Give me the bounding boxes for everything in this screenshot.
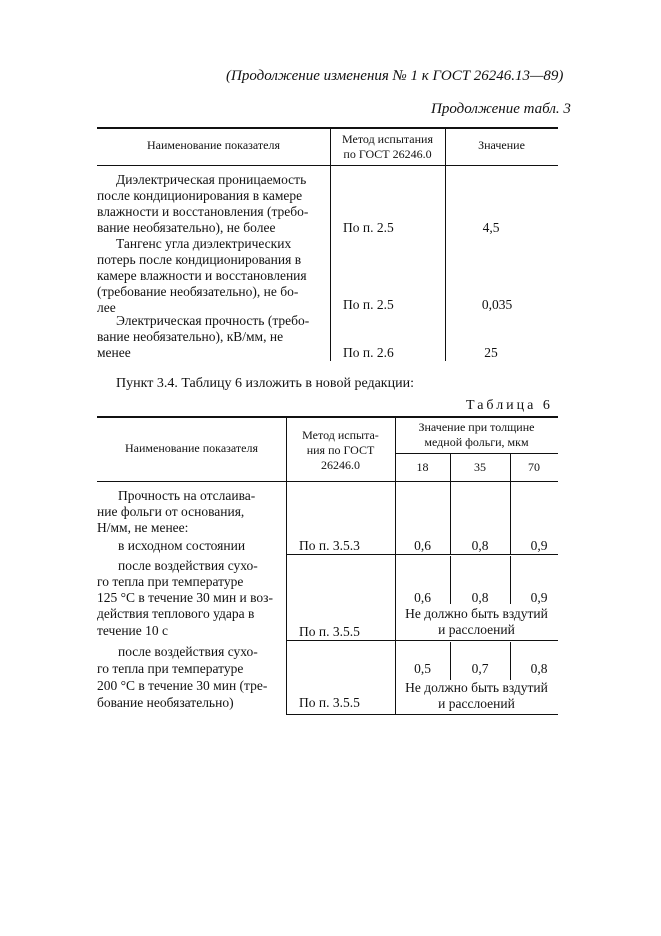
- t6-header-method-3: 26246.0: [321, 458, 360, 472]
- t3-header-value: Значение: [478, 138, 525, 152]
- t3-row3-value: 25: [484, 345, 498, 360]
- t6-header-method-2: ния по ГОСТ: [306, 443, 375, 457]
- t6-row2-name-line: течение 10 с: [97, 623, 169, 638]
- t6-row2-name-line: действия теплового удара в: [97, 606, 255, 621]
- t3-row3-method: По п. 2.6: [343, 345, 394, 360]
- t6-row3-name-line: 200 °С в течение 30 мин (тре-: [97, 678, 268, 693]
- t6-row2-method: По п. 3.5.5: [299, 624, 360, 639]
- table-6-label: Таблица 6: [466, 398, 553, 413]
- t6-row2-value-70: 0,9: [530, 590, 548, 605]
- t3-row2-method: По п. 2.5: [343, 297, 394, 312]
- t6-row3-name-line: го тепла при температуре: [97, 661, 244, 676]
- t6-row1-value-70: 0,9: [530, 538, 548, 553]
- t6-header-values-1: Значение при толщине: [418, 420, 535, 434]
- t6-row2-name-line: после воздействия сухо-: [118, 558, 258, 573]
- t6-row3-value-18: 0,5: [414, 661, 431, 676]
- t3-row1-name-line: Диэлектрическая проницаемость: [116, 172, 307, 187]
- t3-header-method-1: Метод испытания: [342, 132, 433, 146]
- t6-intro-line: ние фольги от основания,: [97, 504, 245, 519]
- t3-row3-name-line: Электрическая прочность (требо-: [116, 313, 310, 328]
- t6-row3-note-line: Не должно быть вздутий: [405, 680, 548, 695]
- t6-row2-value-18: 0,6: [414, 590, 431, 605]
- t6-row1-value-18: 0,6: [414, 538, 431, 553]
- t6-row3-name-line: после воздействия сухо-: [118, 644, 258, 659]
- t6-intro-line: Прочность на отслаива-: [118, 488, 256, 503]
- t6-header-thickness-35: 35: [474, 460, 486, 474]
- paragraph-3-4: Пункт 3.4. Таблицу 6 изложить в новой редакции:: [116, 376, 414, 391]
- t6-row3-value-70: 0,8: [530, 661, 548, 676]
- t6-row1-value-35: 0,8: [471, 538, 489, 553]
- t6-header-values-2: медной фольги, мкм: [424, 435, 529, 449]
- t6-intro-line: Н/мм, не менее:: [97, 520, 189, 535]
- t6-row2-note-line: и расслоений: [438, 622, 515, 637]
- t6-row2-name-line: 125 °С в течение 30 мин и воз-: [97, 590, 274, 605]
- t6-row3-value-35: 0,7: [471, 661, 489, 676]
- t6-header-thickness-70: 70: [528, 460, 540, 474]
- t3-header-name: Наименование показателя: [147, 138, 280, 152]
- t3-row1-value: 4,5: [482, 220, 500, 235]
- t6-row3-note-line: и расслоений: [438, 696, 515, 711]
- table-continuation-label: Продолжение табл. 3: [431, 101, 571, 117]
- t6-row2-name-line: го тепла при температуре: [97, 574, 244, 589]
- t6-header-thickness-18: 18: [416, 460, 429, 474]
- t6-row1-name-line: в исходном состоянии: [118, 538, 246, 553]
- t3-row1-method: По п. 2.5: [343, 220, 394, 235]
- t3-row1-name-line: после кондиционирования в камере: [97, 188, 303, 203]
- t6-row1-method: По п. 3.5.3: [299, 538, 360, 553]
- continuation-header: (Продолжение изменения № 1 к ГОСТ 26246.13—89): [226, 68, 564, 84]
- t3-row2-name-line: (требование необязательно), не бо-: [97, 284, 299, 299]
- t3-row2-name-line: камере влажности и восстановления: [97, 268, 307, 283]
- t6-header-name: Наименование показателя: [125, 441, 258, 455]
- t3-row2-value: 0,035: [481, 297, 513, 312]
- t3-row3-name-line: менее: [97, 345, 131, 360]
- t3-row1-name-line: вание необязательно), не более: [97, 220, 276, 235]
- t3-row1-name-line: влажности и восстановления (требо-: [97, 204, 309, 219]
- t3-row3-name-line: вание необязательно), кВ/мм, не: [97, 329, 284, 344]
- t6-header-method-1: Метод испыта-: [302, 428, 379, 442]
- t6-row3-method: По п. 3.5.5: [299, 695, 360, 710]
- t3-row2-name-line: Тангенс угла диэлектрических: [116, 236, 292, 251]
- t3-row2-name-line: лее: [97, 300, 116, 315]
- t6-row2-value-35: 0,8: [471, 590, 489, 605]
- t6-row3-name-line: бование необязательно): [97, 695, 234, 710]
- t3-header-method-2: по ГОСТ 26246.0: [343, 147, 432, 161]
- t3-row2-name-line: потерь после кондиционирования в: [97, 252, 302, 267]
- t6-row2-note-line: Не должно быть вздутий: [405, 606, 548, 621]
